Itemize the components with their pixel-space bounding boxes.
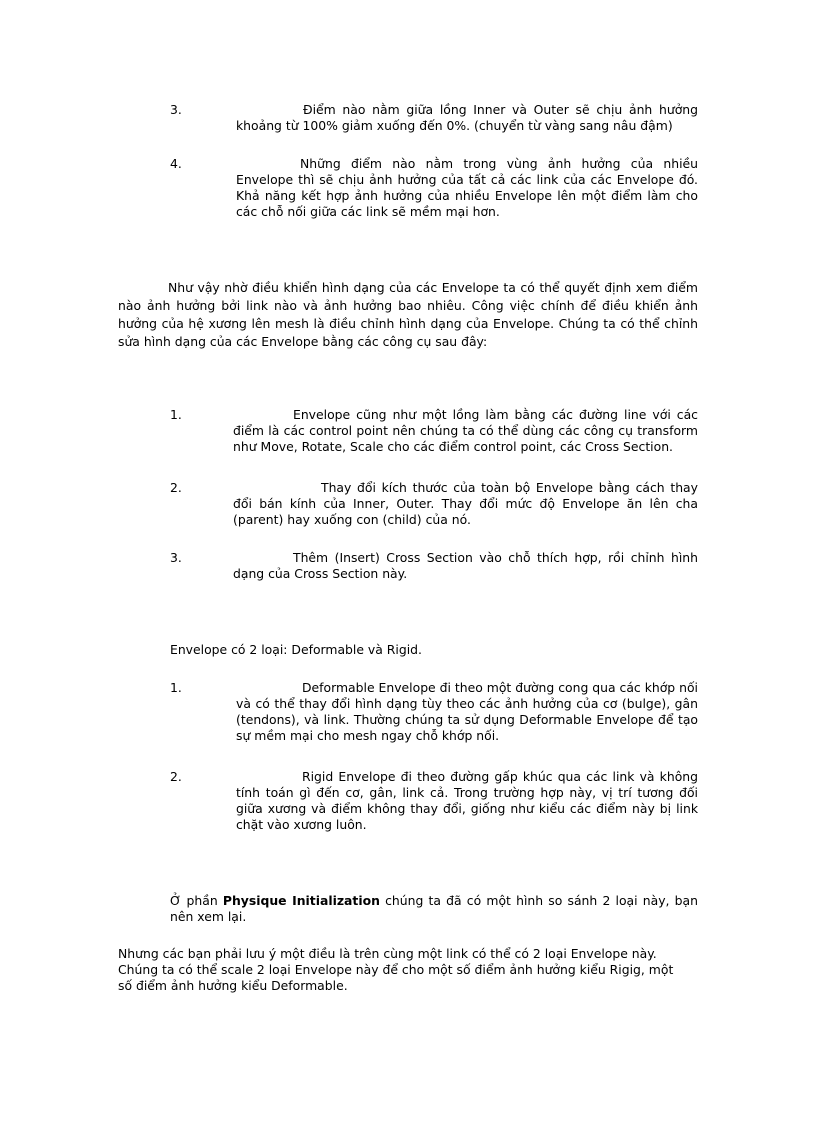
- types-heading: Envelope có 2 loại: Deformable và Rigid.: [170, 642, 422, 657]
- physique-note-bold: Physique Initialization: [222, 893, 380, 908]
- list-c-item-1-text: Deformable Envelope đi theo một đường cong qua các khớp nối và có thể thay đổi hình dạng tùy theo các ảnh hưởng của cơ (bulge), gân (tendons), và link. Thường chúng ta sử dụng Deformable Envelope để tạo sự mềm mại cho mesh ngay chỗ khớp nối.: [236, 680, 698, 743]
- list-c-item-2-text: Rigid Envelope đi theo đường gấp khúc qua các link và không tính toán gì đến cơ, gân, link cả. Trong trường hợp này, vị trí tương đối giữa xương và điểm không thay đổi, giống như kiểu các điểm này bị link chặt vào xương luôn.: [236, 769, 698, 832]
- list-a-item-4-text: Những điểm nào nằm trong vùng ảnh hưởng của nhiều Envelope thì sẽ chịu ảnh hưởng của tất cả các link của các Envelope đó. Khả năng kết hợp ảnh hưởng của nhiều Envelope lên một điểm làm cho các chỗ nối giữa các link sẽ mềm mại hơn.: [236, 156, 698, 219]
- list-c-item-2-number: 2.: [170, 769, 182, 784]
- list-a-item-3-number: 3.: [170, 102, 182, 117]
- list-b-item-1-text: Envelope cũng như một lồng làm bằng các đường line với các điểm là các control point nên chúng ta có thể dùng các công cụ transform như Move, Rotate, Scale cho các điểm control point, các Cross Section.: [233, 407, 698, 454]
- list-c-item-1-number: 1.: [170, 680, 182, 695]
- physique-note: [170, 893, 698, 925]
- intro-paragraph: Như vậy nhờ điều khiển hình dạng của các Envelope ta có thể quyết định xem điểm nào ảnh hưởng bởi link nào và ảnh hưởng bao nhiêu. Công việc chính để điều khiển ảnh hưởng của hệ xương lên mesh là điều chỉnh hình dạng của Envelope. Chúng ta có thể chỉnh sửa hình dạng của các Envelope bằng các công cụ sau đây:: [118, 280, 698, 349]
- physique-note-after: chúng ta đã có một hình so sánh 2 loại này, bạn nên xem lại.: [170, 893, 698, 924]
- list-b-item-3-text: Thêm (Insert) Cross Section vào chỗ thích hợp, rồi chỉnh hình dạng của Cross Section này.: [233, 550, 698, 581]
- closing-paragraph: Nhưng các bạn phải lưu ý một điều là trên cùng một link có thể có 2 loại Envelope này. Chúng ta có thể scale 2 loại Envelope này để cho một số điểm ảnh hưởng kiểu Rigig, một số điểm ảnh hưởng kiểu Deformable.: [118, 946, 674, 993]
- list-b-item-2-number: 2.: [170, 480, 182, 495]
- list-a-item-3-text: Điểm nào nằm giữa lồng Inner và Outer sẽ chịu ảnh hưởng khoảng từ 100% giảm xuống đến 0%. (chuyển từ vàng sang nâu đậm): [236, 102, 698, 133]
- list-a-item-4-number: 4.: [170, 156, 182, 171]
- physique-note-before: Ở phần: [170, 893, 223, 908]
- list-b-item-3-number: 3.: [170, 550, 182, 565]
- list-b-item-2-text: Thay đổi kích thước của toàn bộ Envelope bằng cách thay đổi bán kính của Inner, Outer. Thay đổi mức độ Envelope ăn lên cha (parent) hay xuống con (child) của nó.: [233, 480, 698, 527]
- list-b-item-1-number: 1.: [170, 407, 182, 422]
